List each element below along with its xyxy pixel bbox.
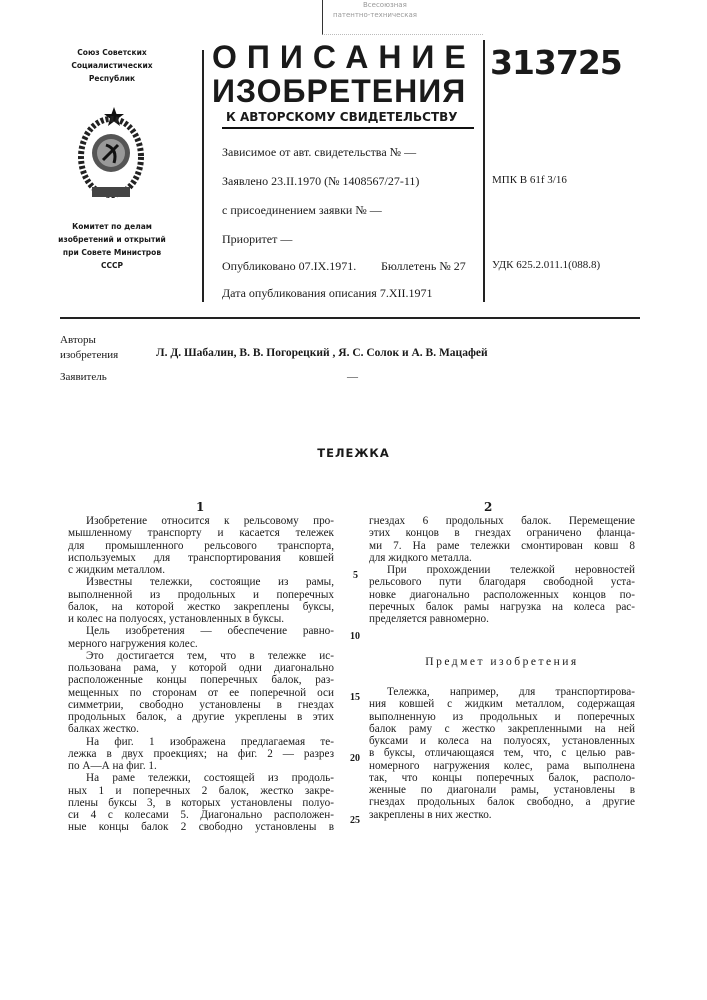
text-line: При прохождении тележкой неровностей: [369, 564, 635, 576]
text-line: выполненной из продольных и поперечных: [68, 589, 334, 601]
org-line: при Совете Министров: [52, 246, 172, 259]
org-line: Республик: [52, 72, 172, 85]
text-line: гнездах продольных балок свободно, а другие: [369, 796, 635, 808]
text-line: ные концы балок 2 свободно установлены в: [68, 821, 334, 833]
country-label: [52, 46, 172, 85]
bulletin-field: Бюллетень № 27: [381, 259, 466, 274]
text-line: балок, на которой жестко закреплены буксы,: [68, 601, 334, 613]
text-line: пользована рама, у которой одни диагонально: [68, 662, 334, 674]
priority-field: Приоритет —: [222, 232, 292, 247]
ussr-emblem-icon: [78, 105, 144, 205]
column-number-2: 2: [484, 500, 492, 514]
authors-label: [60, 333, 118, 363]
text-line: для жидкого металла.: [369, 552, 635, 564]
description-date: Дата опубликования описания 7.XII.1971: [222, 286, 432, 301]
org-line: Социалистических: [52, 59, 172, 72]
text-line: балках жестко.: [68, 723, 334, 735]
text-line: Это достигается тем, что в тележке ис-: [68, 650, 334, 662]
header-rule: [60, 317, 640, 319]
text-line: ных 1 и поперечных 2 балок, жестко закре-: [68, 785, 334, 797]
applicant-label: Заявитель: [60, 371, 107, 383]
text-line: выполненную из продольных и поперечных: [369, 711, 635, 723]
subtitle: К АВТОРСКОМУ СВИДЕТЕЛЬСТВУ: [222, 110, 474, 129]
dependent-field: Зависимое от авт. свидетельства № —: [222, 145, 416, 160]
title-line-1: ОПИСАНИЕ: [212, 40, 476, 74]
org-line: изобретений и открытий: [52, 233, 172, 246]
claims-heading: Предмет изобретения: [369, 656, 635, 668]
joined-field: с присоединением заявки № —: [222, 203, 382, 218]
applicant-value: —: [347, 371, 358, 383]
udk-code: УДК 625.2.011.1(088.8): [492, 259, 600, 271]
column-number-1: 1: [196, 500, 204, 514]
text-line: рельсового пути благодаря свободной уста-: [369, 576, 635, 588]
line-number: 15: [350, 692, 360, 703]
text-line: ми 7. На раме тележки смонтирован ковш 8: [369, 540, 635, 552]
library-stamp: [322, 0, 483, 35]
authors-names: Л. Д. Шабалин, В. В. Погорецкий , Я. С. Солок и А. В. Мацафей: [156, 347, 488, 359]
title-line-2: ИЗОБРЕТЕНИЯ: [212, 74, 466, 108]
line-number: 10: [350, 631, 360, 642]
document-title: ТЕЛЕЖКА: [0, 446, 707, 460]
column-2-claims: [369, 686, 635, 821]
text-line: используемых для транспортирования ковшей: [68, 552, 334, 564]
text-line: плены буксы 3, в которых установлены полуо-: [68, 797, 334, 809]
text-line: Тележка, например, для транспортирова-: [369, 686, 635, 698]
published-field: Опубликовано 07.IX.1971.: [222, 259, 356, 274]
text-line: буксами и колеса на полуосях, установленных: [369, 735, 635, 747]
line-number: 20: [350, 753, 360, 764]
org-line: Союз Советских: [52, 46, 172, 59]
text-line: номерного нагружения колес, рама выполнена: [369, 760, 635, 772]
divider-right: [483, 40, 485, 302]
filed-field: Заявлено 23.II.1970 (№ 1408567/27-11): [222, 174, 419, 189]
committee-label: [52, 220, 172, 272]
stamp-line-1: Всесоюзная: [333, 0, 483, 10]
line-number: 25: [350, 815, 360, 826]
text-line: симметрии, свободно установлены в гнездах: [68, 699, 334, 711]
text-line: си 4 с колесами 5. Диагонально расположен-: [68, 809, 334, 821]
text-line: лежка в двух проекциях; на фиг. 2 — разрез: [68, 748, 334, 760]
text-line: продольных балок, а другие укреплены в этих: [68, 711, 334, 723]
text-line: с жидким металлом.: [68, 564, 334, 576]
text-line: в буксы, отличающаяся тем, что, с целью рав-: [369, 747, 635, 759]
org-line: Комитет по делам: [52, 220, 172, 233]
text-line: ния ковшей с жидким металлом, содержащая: [369, 698, 635, 710]
text-line: Известны тележки, состоящие из рамы,: [68, 576, 334, 588]
text-line: по А—А на фиг. 1.: [68, 760, 334, 772]
column-2-description: [369, 515, 635, 625]
stamp-line-2: патентно-техническая: [333, 10, 483, 20]
text-line: мышленному транспорту и касается тележек: [68, 527, 334, 539]
text-line: закреплены в них жестко.: [369, 809, 635, 821]
text-line: балок раму с жестко закрепленными на ней: [369, 723, 635, 735]
text-line: этих концов в гнездах ограничено фланца-: [369, 527, 635, 539]
text-line: пределяется равномерно.: [369, 613, 635, 625]
patent-page: [0, 0, 707, 1000]
text-line: Цель изобретения — обеспечение равно-: [68, 625, 334, 637]
text-line: На фиг. 1 изображена предлагаемая те-: [68, 736, 334, 748]
mpk-code: МПК B 61f 3/16: [492, 174, 567, 186]
patent-number: 313725: [490, 44, 622, 82]
text-line: и колес на полуосях, установленных в буксы.: [68, 613, 334, 625]
text-line: На раме тележки, состоящей из продоль-: [68, 772, 334, 784]
text-line: гнездах 6 продольных балок. Перемещение: [369, 515, 635, 527]
text-line: перечных балок рамы нагрузка на колеса рас-: [369, 601, 635, 613]
text-line: расположенные концы поперечных балок, раз-: [68, 674, 334, 686]
column-1: [68, 515, 334, 834]
authors-label-line: Авторы: [60, 333, 118, 348]
text-line: новке диагонально расположенных концов по-: [369, 589, 635, 601]
text-line: мещенных по сторонам от ее поперечной оси: [68, 687, 334, 699]
text-line: так, что концы поперечных балок, располо-: [369, 772, 635, 784]
text-line: женные по диагонали рамы, установлены в: [369, 784, 635, 796]
org-line: СССР: [52, 259, 172, 272]
text-line: мерного нагружения колес.: [68, 638, 334, 650]
text-line: для промышленного рельсового транспорта,: [68, 540, 334, 552]
divider-left: [202, 50, 204, 302]
text-line: Изобретение относится к рельсовому про-: [68, 515, 334, 527]
line-number: 5: [353, 570, 358, 581]
authors-label-line: изобретения: [60, 348, 118, 363]
